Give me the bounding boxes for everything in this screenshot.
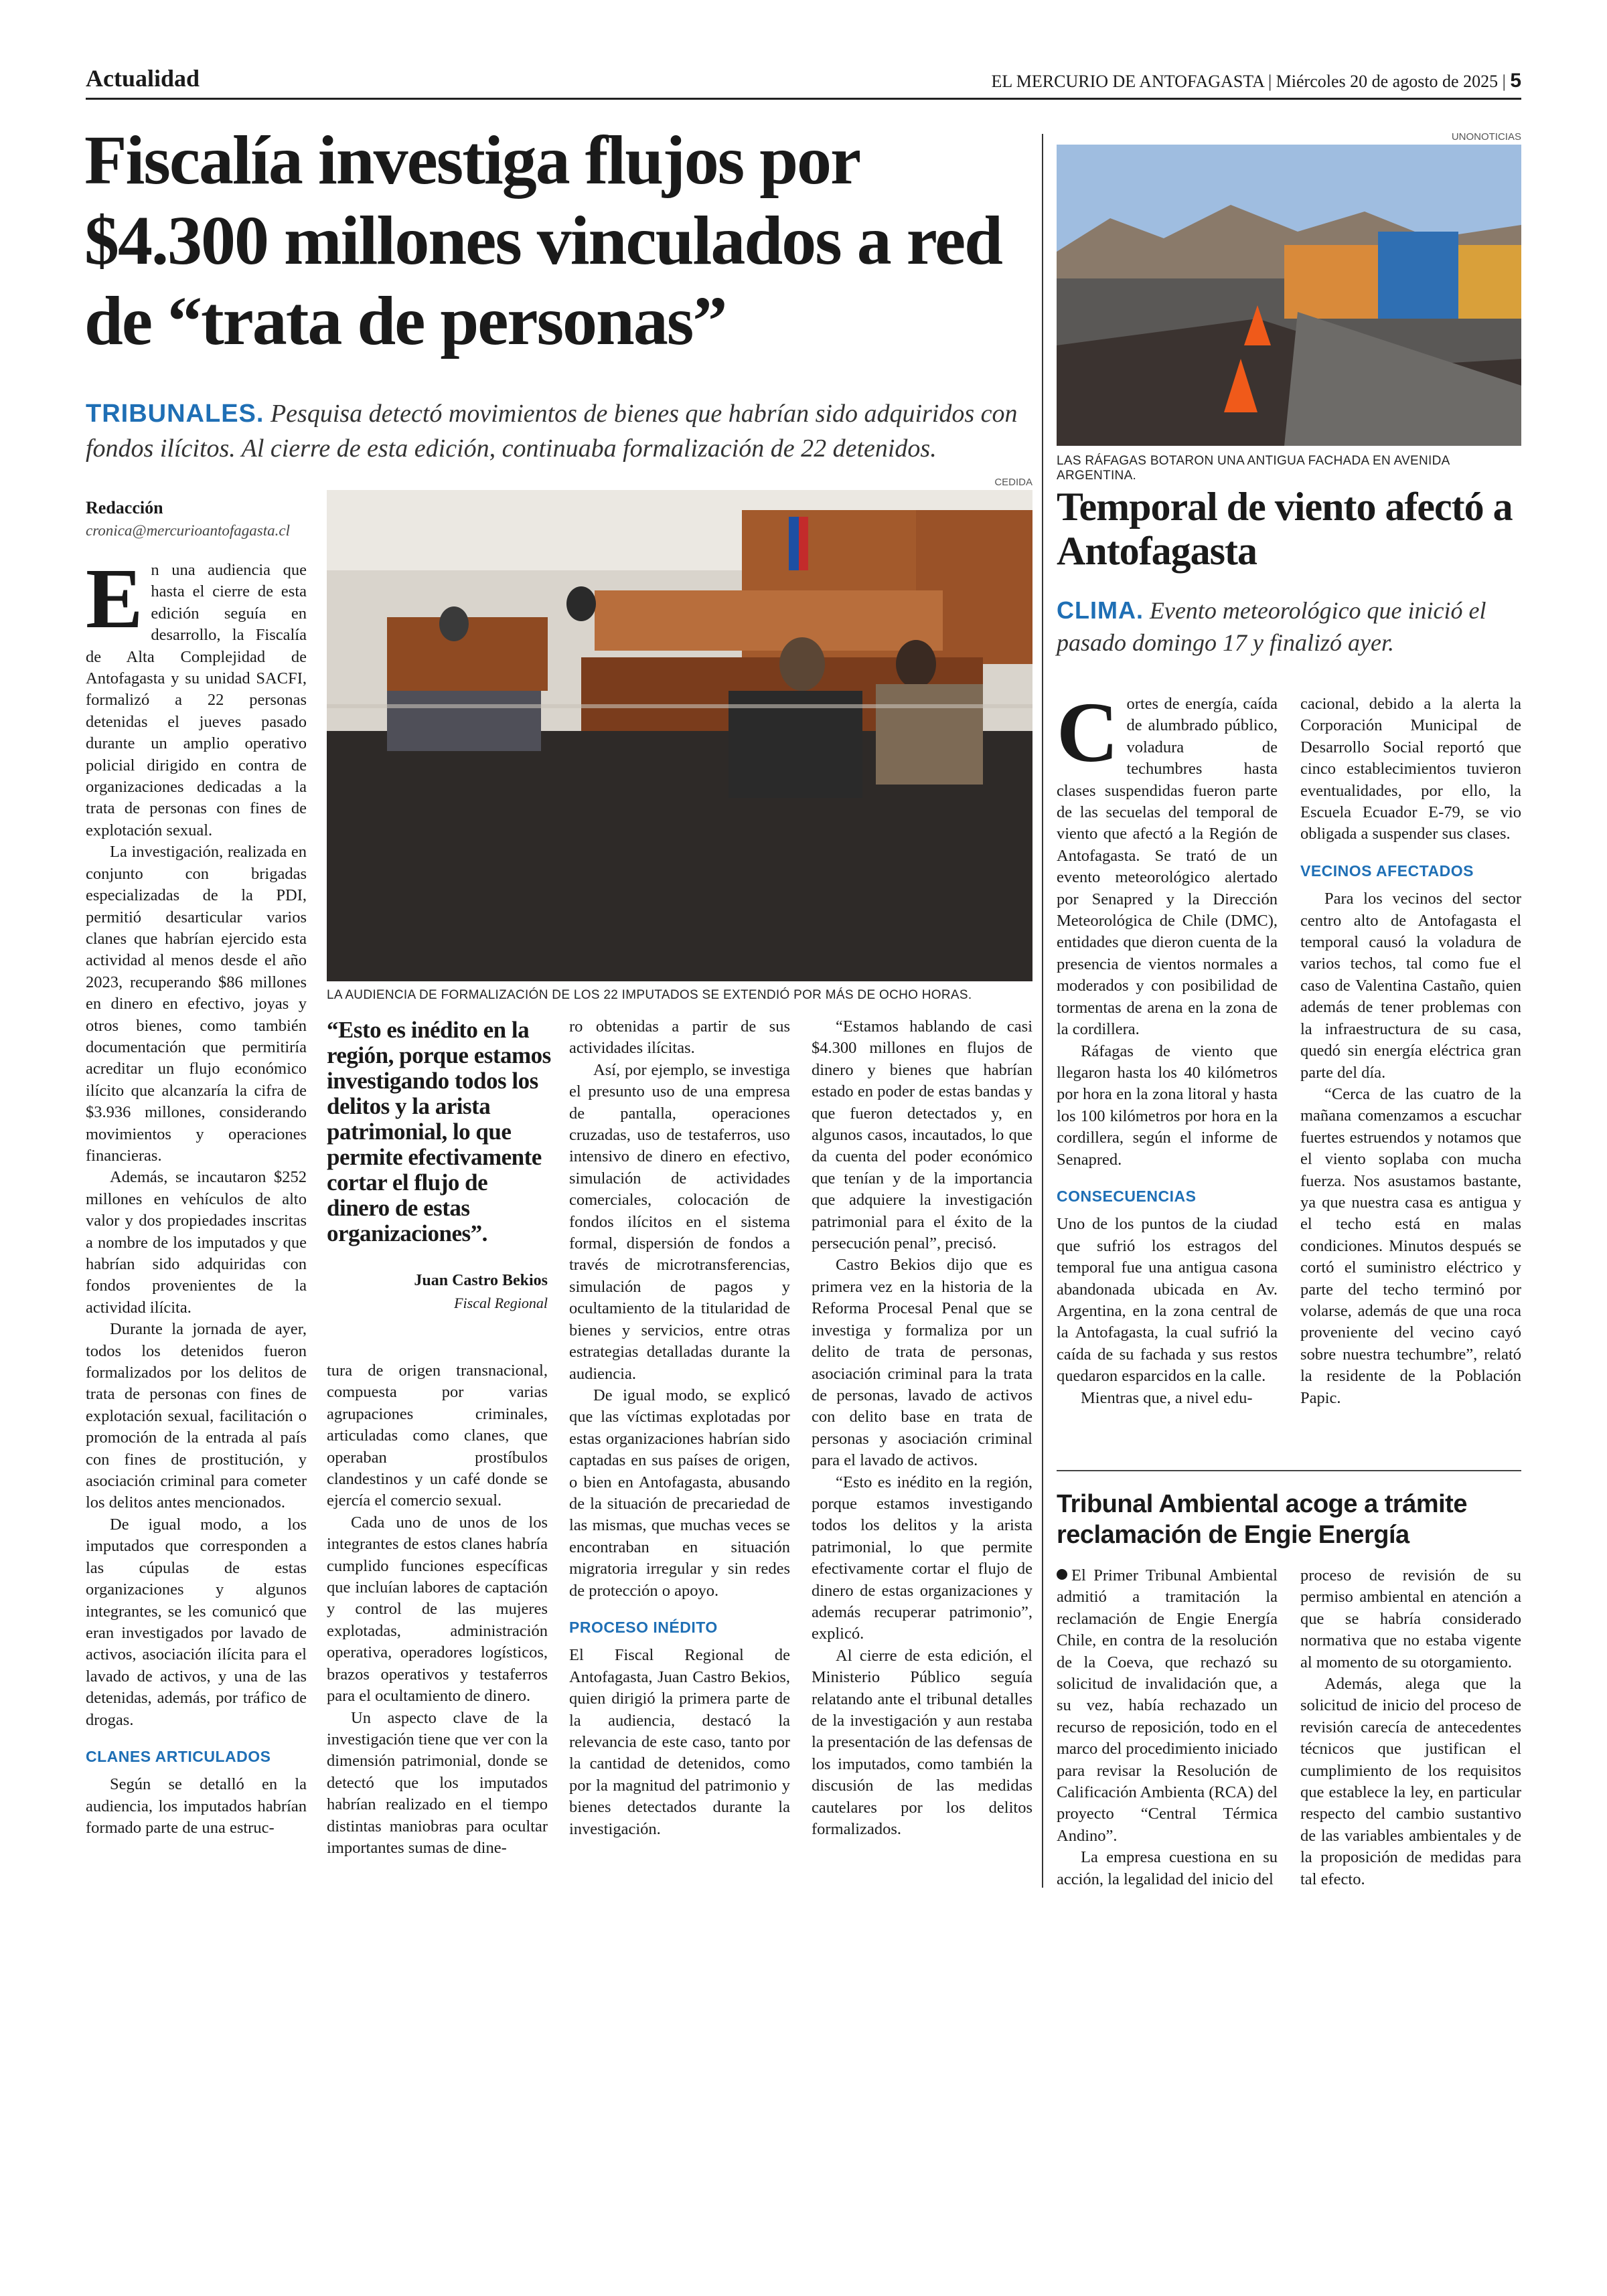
storm-illustration <box>1057 145 1521 446</box>
side-col1-p2: Ráfagas de viento que llegaron hasta los 40 kilómetros por hora en la zona litoral y hasta los 100 kilómetros por hora en la cordillera, según el informe de Senapred. <box>1057 1042 1278 1169</box>
main-col4-p4: Al cierre de esta edición, el Ministerio Público seguía relatando ante el tribunal detalles de la investigación y aun restaba la presentación de las defensas de los imputados, como también la discusión de las medidas cautelares por los delitos formalizados. <box>812 1646 1032 1839</box>
storm-photo <box>1057 145 1521 446</box>
main-col1-p2: La investigación, realizada en conjunto con brigadas especializadas de la PDI, permitió desarticular varios clanes que habrían ejercido esta actividad al menos desde el año 2023, recuperando $86 millones en dinero en efectivo, joyas y otros bienes, como también documentación que permitiría acreditar un flujo económico ilícito que alcanzaría la cifra de $3.936 millones, considerando movimientos y operaciones financieras. <box>86 843 307 1165</box>
main-column-1 <box>86 551 307 1839</box>
main-headline: Fiscalía investiga flujos por $4.300 millones vinculados a red de “trata de personas” <box>84 122 1002 359</box>
side-deck-text: Evento meteorológico que inició el pasado domingo 17 y finalizó ayer. <box>1057 597 1486 656</box>
side2-col1-p1: El Primer Tribunal Ambiental admitió a tramitación la reclamación de Engie Energía Chile, en contra de la resolución de la Coeva, que rechazó su solicitud de invalidación que, a su vez, había rechazado un recurso de reposición, todo en el marco del procedimiento iniciado para revisar la Resolución de Calificación Ambienta (RCA) del proyecto “Central Térmica Andino”. <box>1057 1566 1278 1845</box>
column-divider <box>1042 134 1043 1888</box>
side-photo-caption: LAS RÁFAGAS BOTARON UNA ANTIGUA FACHADA EN AVENIDA ARGENTINA. <box>1057 454 1450 483</box>
main-col3-p1: ro obtenidas a partir de sus actividades ilícitas. <box>569 1017 790 1058</box>
side2-headline: Tribunal Ambiental acoge a trámite reclamación de Engie Energía <box>1057 1490 1467 1549</box>
photo-credit: CEDIDA <box>994 477 1032 488</box>
side-divider <box>1057 1470 1521 1471</box>
masthead: EL MERCURIO DE ANTOFAGASTA | Miércoles 20 de agosto de 2025 | 5 <box>991 70 1521 92</box>
courtroom-illustration <box>327 490 1032 981</box>
main-col1-p3: Además, se incautaron $252 millones en vehículos de alto valor y dos propiedades inscritas a nombre de los imputados y que habrían sido adquiridas con fondos provenientes de la actividad ilícita. <box>86 1168 307 1317</box>
main-col1-p5: De igual modo, a los imputados que corresponden a las cúpulas de estas organizaciones y algunos integrantes, se les comunicó que eran investigados por lavado de activos, asociación ilícita para el lavado de activos, y una de las detenidas, además, por tráfico de drogas. <box>86 1515 307 1729</box>
main-col4-p3: “Esto es inédito en la región, porque estamos investigando todos los delitos y la arista patrimonial, lo que permite efectivamente cortar el flujo de dinero de estas organizaciones y además recuperar patrimonio”, explicó. <box>812 1473 1032 1643</box>
main-col3-p3: De igual modo, se explicó que las víctimas explotadas por estas organizaciones habrían sido captadas en sus países de origen, o bien en Antofagasta, abusando de la situación de precariedad de las mismas, que muchas veces se encontraban en situación migratoria irregular y sin redes de protección o apoyo. <box>569 1386 790 1600</box>
main-col4-p2: Castro Bekios dijo que es primera vez en la historia de la Reforma Procesal Penal que se investiga y formaliza por un delito de trata de personas, asociación criminal para la trata de personas, lavado de activos con delito base en trata de personas y asociación criminal para el lavado de activos. <box>812 1256 1032 1470</box>
main-col3-p4: El Fiscal Regional de Antofagasta, Juan Castro Bekios, quien dirigió la primera parte de la audiencia, destacó la relevancia de este caso, tanto por la cantidad de detenidos, como por la magnitud del patrimonio y bienes detectados durante la investigación. <box>569 1646 790 1838</box>
pull-quote: “Esto es inédito en la región, porque estamos investigando todos los delitos y la arista patrimonial, lo que permite efectivamente cortar el flujo de dinero de estas organizaciones”. <box>327 1017 551 1246</box>
subhead-proceso: PROCESO INÉDITO <box>569 1618 718 1636</box>
main-col1-p1: n una audiencia que hasta el cierre de esta edición seguía en desarrollo, la Fiscalía de Alta Complejidad de Antofagasta y su unidad SACFI, formalizó a 22 personas detenidas el jueves pasado durante un amplio operativo policial dirigido en contra de organizaciones dedicadas a la trata de personas con fines de explotación sexual. <box>86 561 307 839</box>
quote-author: Juan Castro Bekios <box>414 1272 548 1289</box>
main-col4-p1: “Estamos hablando de casi $4.300 millones en flujos de dinero y bienes que habrían estado en poder de estas bandas y que fueron detectados y, en algunos casos, incautados, lo que da cuenta del poder económico que tenían y de la importancia que adquiere la investigación patrimonial para el éxito de la persecución penal”, precisó. <box>812 1017 1032 1253</box>
side-col2-p1: cacional, debido a la alerta la Corporación Municipal de Desarrollo Social reportó que cinco establecimientos tuvieron eventualidades, por ello, la Escuela Ecuador E-79, se vio obligada a suspender sus clases. <box>1300 695 1521 843</box>
subhead-vecinos: VECINOS AFECTADOS <box>1300 862 1474 880</box>
header-rule <box>86 98 1521 100</box>
side-col2-p3: “Cerca de las cuatro de la mañana comenzamos a escuchar fuertes estruendos y notamos que el viento soplaba con mucha fuerza. Nos asustamos bastante, ya que nuestra casa es antigua y el techo está en malas condiciones. Minutos después se cortó el suministro eléctrico y parte del techo terminó por volarse, además de que una roca proveniente del vecino cayó sobre nuestra techumbre”, relató la residente de la Población Papic. <box>1300 1084 1521 1407</box>
page-number: 5 <box>1510 70 1521 92</box>
main-col1-p4: Durante la jornada de ayer, todos los detenidos fueron formalizados por los delitos de trata de personas con fines de explotación sexual, facilitación o promoción de la entrada al país con fines de prostitución, y asociación criminal para cometer los delitos antes mencionados. <box>86 1320 307 1512</box>
byline: Redacción <box>86 498 163 517</box>
main-column-2 <box>327 1360 548 1859</box>
dropcap: E <box>86 551 143 646</box>
main-col2-p1: tura de origen transnacional, compuesta por varias agrupaciones criminales, articuladas como clanes, que operaban prostíbulos clandestinos y un café donde se ejercía el comercio sexual. <box>327 1362 548 1510</box>
side-headline: Temporal de viento afectó a Antofagasta <box>1057 485 1513 573</box>
side-photo-credit: UNONOTICIAS <box>1451 131 1521 143</box>
main-col2-p3: Un aspecto clave de la investigación tiene que ver con la dimensión patrimonial, donde se detectó que los imputados habrían realizado en el tiempo distintas maniobras para ocultar importantes sumas de dine- <box>327 1708 548 1857</box>
side-col1-p3: Uno de los puntos de la ciudad que sufrió los estragos del temporal fue una antigua casona abandonada ubicada en Av. Argentina, en la zona central de la Antofagasta, la cual sufrió la caída de su fachada y sus restos quedaron esparcidos en la calle. <box>1057 1215 1278 1386</box>
main-column-4 <box>812 1016 1032 1840</box>
byline-email: cronica@mercurioantofagasta.cl <box>86 522 290 539</box>
paper-name: EL MERCURIO DE ANTOFAGASTA <box>991 72 1264 91</box>
main-deck-text: Pesquisa detectó movimientos de bienes que habrían sido adquiridos con fondos ilícitos. Al cierre de esta edición, continuaba formalización de 22 detenidos. <box>86 400 1018 463</box>
photo-caption: LA AUDIENCIA DE FORMALIZACIÓN DE LOS 22 IMPUTADOS SE EXTENDIÓ POR MÁS DE OCHO HORAS. <box>327 988 972 1002</box>
side-column-2 <box>1300 693 1521 1409</box>
section-label: Actualidad <box>86 65 200 92</box>
side-col1-p1: ortes de energía, caída de alumbrado público, voladura de techumbres hasta clases suspendidas fueron parte de las secuelas del temporal de viento que afectó a la Región de Antofagasta. Se trató de un evento meteorológico alertado por Senapred y la Dirección Meteorológica de Chile (DMC), entidades que dieron cuenta de la presencia de vientos normales a moderados y con posibilidad de tormentas de arena en la zona de la cordillera. <box>1057 695 1278 1039</box>
side-col2-p2: Para los vecinos del sector centro alto de Antofagasta el temporal causó la voladura de varios techos, tal como fue el caso de Valentina Castaño, quien además de tener problemas con la infraestructura de su casa, quedó sin energía eléctrica gran parte del día. <box>1300 890 1521 1082</box>
courtroom-photo <box>327 490 1032 981</box>
side2-col2-p1: proceso de revisión de su permiso ambiental en atención a que se habría considerado normativa que no estaba vigente al momento de su otorgamiento. <box>1300 1566 1521 1671</box>
main-column-3 <box>569 1016 790 1840</box>
side-kicker: CLIMA. <box>1057 596 1144 624</box>
quote-author-role: Fiscal Regional <box>454 1295 548 1311</box>
side2-column-2 <box>1300 1565 1521 1890</box>
side-column-1 <box>1057 685 1278 1409</box>
subhead-clanes: CLANES ARTICULADOS <box>86 1747 271 1765</box>
subhead-consecuencias: CONSECUENCIAS <box>1057 1187 1197 1205</box>
side2-col1-p2: La empresa cuestiona en su acción, la legalidad del inicio del <box>1057 1848 1278 1888</box>
side-deck <box>1057 594 1525 659</box>
main-deck <box>86 396 1050 466</box>
main-col3-p2: Así, por ejemplo, se investiga el presunto uso de una empresa de pantalla, operaciones cruzadas, uso de testaferros, uso intensivo de dinero en efectivo, simulación de actividades comerciales, colocación de fondos ilícitos en el sistema formal, dispersión de fondos a través de microtransferencias, simulación de pagos y ocultamiento de la titularidad de bienes y servicios, entre otras estrategias detalladas durante la audiencia. <box>569 1060 790 1383</box>
side2-col2-p2: Además, alega que la solicitud de inicio del proceso de revisión carecía de antecedentes técnicos que justifican el cumplimiento de los requisitos que establece la ley, en particular respecto del cambio sustantivo de las variables ambientales y de la proposición de medidas para tal efecto. <box>1300 1675 1521 1888</box>
issue-date: Miércoles 20 de agosto de 2025 <box>1276 72 1499 91</box>
main-kicker: TRIBUNALES. <box>86 400 264 428</box>
main-col2-p2: Cada uno de unos de los integrantes de estos clanes habría cumplido funciones específicas que incluían labores de captación y control de las mujeres explotadas, administración operativa, operadores logísticos, brazos operativos y testaferros para el ocultamiento de dinero. <box>327 1513 548 1706</box>
side-col1-p4: Mientras que, a nivel edu- <box>1081 1388 1253 1407</box>
side2-column-1 <box>1057 1565 1278 1890</box>
bullet-icon <box>1057 1569 1067 1580</box>
main-col1-p6: Según se detalló en la audiencia, los imputados habrían formado parte de una estruc- <box>86 1775 307 1837</box>
side-dropcap: C <box>1057 685 1119 780</box>
